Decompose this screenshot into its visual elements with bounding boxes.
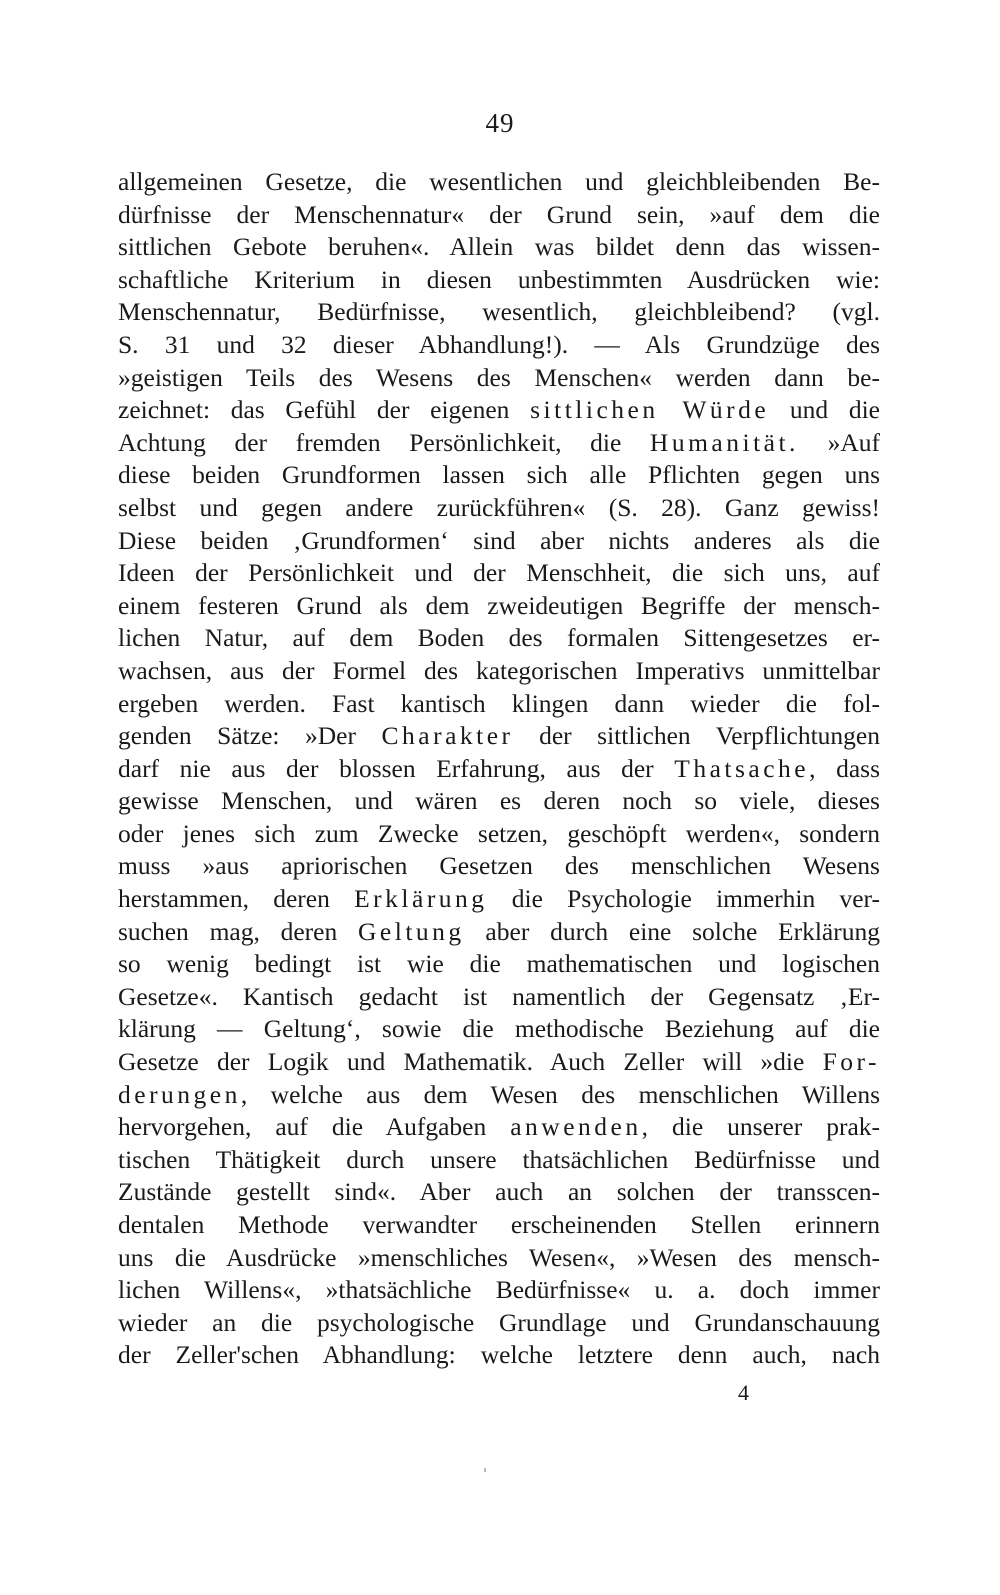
text-segment: »Auf [798, 427, 880, 457]
text-segment: Menschennatur, Bedürfnisse, wesentlich, gleichbleibend? (vgl. [118, 297, 880, 327]
text-line [118, 394, 880, 427]
text-segment: diese beiden Grundformen lassen sich alle Pflichten gegen uns [118, 460, 880, 490]
emphasized-text: Erklärung [354, 884, 488, 914]
text-segment: Gesetze«. Kantisch gedacht ist namentlich der Gegensatz ‚Er- [118, 981, 880, 1011]
text-segment: dürfnisse der Menschennatur« der Grund sein, »auf dem die [118, 199, 880, 229]
text-line [118, 1242, 880, 1275]
text-line [118, 459, 880, 492]
text-segment: , die unserer prak- [641, 1112, 880, 1142]
text-segment: uns die Ausdrücke »menschliches Wesen«, »Wesen des mensch- [118, 1242, 880, 1272]
text-line [118, 622, 880, 655]
text-segment: klärung — Geltung‘, sowie die methodische Beziehung auf die [118, 1014, 880, 1044]
text-line [118, 948, 880, 981]
emphasized-text: For- [822, 1047, 880, 1077]
text-segment: wachsen, aus der Formel des kategorischen Imperativs unmittelbar [118, 655, 880, 685]
signature-mark: 4 [738, 1380, 749, 1405]
text-line [118, 199, 880, 232]
text-line [118, 590, 880, 623]
page-number: 49 [485, 108, 515, 138]
text-line [118, 655, 880, 688]
text-line [118, 329, 880, 362]
body-text [118, 166, 880, 1372]
text-line [118, 427, 880, 460]
text-segment: hervorgehen, auf die Aufgaben [118, 1112, 511, 1142]
text-line [118, 1176, 880, 1209]
emphasized-text: Charakter [381, 721, 514, 751]
text-line [118, 981, 880, 1014]
emphasized-text: Geltung [358, 916, 465, 946]
text-line [118, 1339, 880, 1372]
text-segment: Gesetze der Logik und Mathematik. Auch Zeller will »die [118, 1047, 823, 1077]
text-segment: zeichnet: das Gefühl der eigenen [118, 395, 531, 425]
text-segment: , dass [809, 753, 880, 783]
text-line [118, 166, 880, 199]
text-segment: und die [769, 395, 880, 425]
text-line [118, 264, 880, 297]
text-segment: Diese beiden ‚Grundformen‘ sind aber nichts anderes als die [118, 525, 880, 555]
text-segment: der sittlichen Verpflichtungen [513, 721, 880, 751]
text-segment: aber durch eine solche Erklärung [464, 916, 880, 946]
text-line [118, 883, 880, 916]
emphasized-text: anwenden [510, 1112, 642, 1142]
text-line [118, 753, 880, 786]
text-line [118, 1111, 880, 1144]
text-segment: ergeben werden. Fast kantisch klingen dann wieder die fol- [118, 688, 880, 718]
text-line [118, 720, 880, 753]
text-segment: Zustände gestellt sind«. Aber auch an solchen der transscen- [118, 1177, 880, 1207]
text-line [118, 1079, 880, 1112]
text-segment: S. 31 und 32 dieser Abhandlung!). — Als Grundzüge des [118, 329, 880, 359]
text-segment: selbst und gegen andere zurückführen« (S. 28). Ganz gewiss! [118, 492, 880, 522]
text-line [118, 1046, 880, 1079]
text-segment: der Zeller'schen Abhandlung: welche letztere denn auch, nach [118, 1340, 880, 1370]
text-line [118, 1274, 880, 1307]
text-segment: oder jenes sich zum Zwecke setzen, geschöpft werden«, sondern [118, 818, 880, 848]
text-segment: tischen Thätigkeit durch unsere thatsächlichen Bedürfnisse und [118, 1144, 880, 1174]
text-line [118, 1013, 880, 1046]
text-line [118, 296, 880, 329]
text-line [118, 557, 880, 590]
text-segment: lichen Natur, auf dem Boden des formalen Sittengesetzes er- [118, 623, 880, 653]
text-line [118, 785, 880, 818]
emphasized-text: Humanität. [649, 427, 799, 457]
text-line [118, 850, 880, 883]
text-segment: Ideen der Persönlichkeit und der Menschheit, die sich uns, auf [118, 558, 880, 588]
text-line [118, 1209, 880, 1242]
emphasized-text: derungen [118, 1079, 241, 1109]
text-line [118, 492, 880, 525]
text-segment: wieder an die psychologische Grundlage und Grundanschauung [118, 1307, 880, 1337]
text-segment: einem festeren Grund als dem zweideutigen Begriffe der mensch- [118, 590, 880, 620]
text-line [118, 231, 880, 264]
emphasized-text: sittlichen Würde [530, 395, 770, 425]
text-segment: muss »aus apriorischen Gesetzen des menschlichen Wesens [118, 851, 880, 881]
text-segment: herstammen, deren [118, 884, 355, 914]
text-line [118, 688, 880, 721]
text-segment: gewisse Menschen, und wären es deren noch so viele, dieses [118, 786, 880, 816]
text-line [118, 362, 880, 395]
text-segment: allgemeinen Gesetze, die wesentlichen und gleichbleibenden Be- [118, 167, 880, 196]
text-line [118, 916, 880, 949]
emphasized-text: Thatsache [674, 753, 810, 783]
text-line [118, 525, 880, 558]
text-segment: suchen mag, deren [118, 916, 359, 946]
text-segment: Achtung der fremden Persönlichkeit, die [118, 427, 650, 457]
text-segment: darf nie aus der blossen Erfahrung, aus der [118, 753, 675, 783]
paper-speck [484, 1468, 486, 1472]
text-line [118, 818, 880, 851]
text-segment: »geistigen Teils des Wesens des Menschen« werden dann be- [118, 362, 880, 392]
text-segment: dentalen Methode verwandter erscheinenden Stellen erinnern [118, 1210, 880, 1239]
text-segment: , welche aus dem Wesen des menschlichen Willens [240, 1079, 880, 1109]
text-segment: so wenig bedingt ist wie die mathematischen und logischen [118, 949, 880, 979]
text-segment: sittlichen Gebote beruhen«. Allein was bildet denn das wissen- [118, 232, 880, 262]
text-segment: schaftliche Kriterium in diesen unbestimmten Ausdrücken wie: [118, 264, 880, 294]
text-segment: genden Sätze: »Der [118, 721, 382, 751]
text-line [118, 1144, 880, 1177]
text-segment: die Psychologie immerhin ver- [487, 884, 880, 914]
text-segment: lichen Willens«, »thatsächliche Bedürfnisse« u. a. doch immer [118, 1275, 880, 1305]
text-line [118, 1307, 880, 1340]
